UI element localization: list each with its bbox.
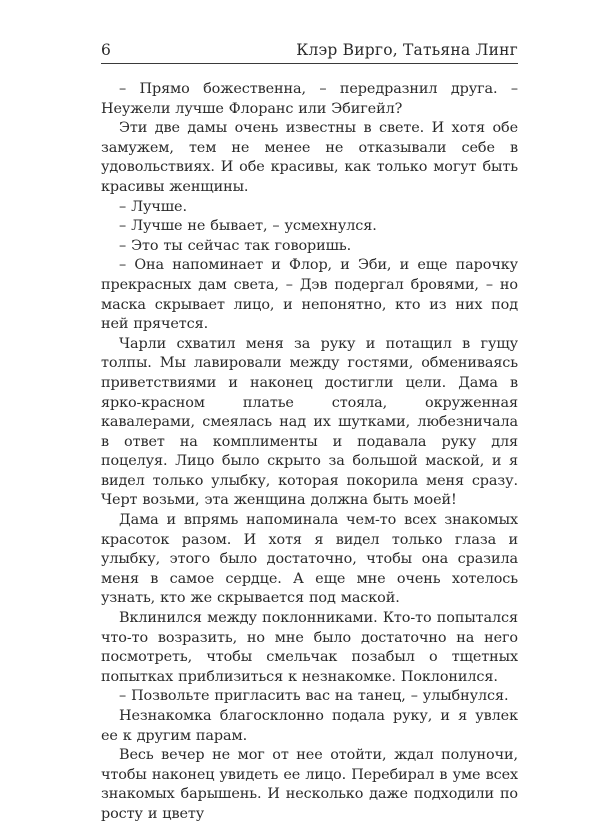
paragraph: – Позвольте пригласить вас на танец, – улыбнулся. — [119, 688, 509, 705]
paragraph: Эти две дамы очень известны в свете. И хотя обе замужем, тем не менее не отказывали себе в удовольствиях. И обе красивы, как только могут быть красивы женщины. — [101, 120, 518, 195]
paragraph: Дама и впрямь напоминала чем-то всех знакомых красоток разом. И хотя я видел только глаза и улыбку, этого было достаточно, чтобы она сразила меня в самое сердце. А еще мне очень хотелось узнать, кто же скрывается под маской. — [101, 512, 518, 607]
paragraph: – Она напоминает и Флор, и Эби, и еще парочку прекрасных дам света, – Дэв подергал бровями, – но маска скрывает лицо, и непонятно, кто из них под ней прячется. — [101, 257, 518, 333]
paragraph: – Прямо божественна, – передразнил друга. – Неужели лучше Флоранс или Эбигейл? — [101, 81, 518, 117]
page-header — [101, 39, 518, 61]
body-text — [101, 80, 518, 825]
paragraph: – Лучше не бывает, – усмехнулся. — [119, 218, 377, 235]
header-rule — [101, 63, 518, 64]
paragraph: – Лучше. — [119, 198, 187, 215]
paragraph: Весь вечер не мог от нее отойти, ждал полуночи, чтобы наконец увидеть ее лицо. Перебирал в уме всех знакомых барышень. И несколько даже подходили по росту и цвету — [101, 747, 518, 822]
paragraph: Вклинился между поклонниками. Кто-то попытался что-то возразить, но мне было достаточно на него посмотреть, чтобы смельчак позабыл о тщетных попытках приблизиться к незнакомке. Поклонился. — [101, 610, 518, 685]
page-number: 6 — [101, 41, 112, 59]
paragraph: Незнакомка благосклонно подала руку, и я увлек ее к другим парам. — [101, 708, 518, 744]
paragraph: – Это ты сейчас так говоришь. — [119, 237, 352, 254]
paragraph: Чарли схватил меня за руку и потащил в гущу толпы. Мы лавировали между гостями, обмениваясь приветствиями и наконец достигли цели. Дама в ярко-красном платье стояла, окруженная кавалерами, смеялась над их шутками, любезничала в ответ на комплименты и подавала руку для поцелуя. Лицо было скрыто за большой маской, и я видел только улыбку, которая покорила меня сразу. Черт возьми, эта женщина должна быть моей! — [101, 335, 518, 509]
running-head: Клэр Вирго, Татьяна Линг — [296, 41, 518, 59]
